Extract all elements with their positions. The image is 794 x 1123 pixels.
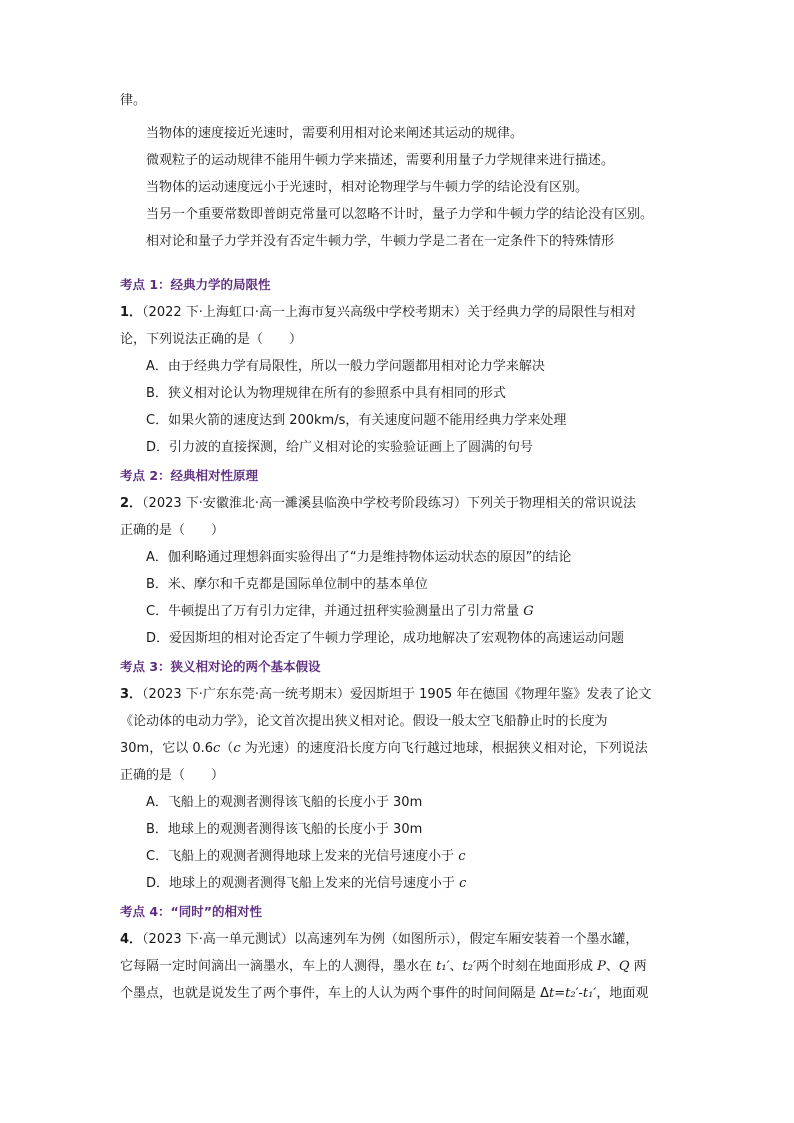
question-1-option-c[interactable]: C．如果火箭的速度达到 200km/s，有关速度问题不能用经典力学来处理 [146, 413, 567, 428]
question-3-option-d-text: D．地球上的观测者测得飞船上发来的光信号速度小于 [146, 876, 460, 891]
question-1-line-2: 论，下列说法正确的是（ ） [120, 332, 303, 347]
question-4-line-3 [120, 985, 648, 1003]
speed-of-light-symbol: c [213, 741, 221, 756]
question-4-text-1: （2023 下·高一单元测试）以高速列车为例（如图所示），假定车厢安装着一个墨水罐， [142, 932, 639, 947]
intro-line-4: 当另一个重要常数即普朗克常量可以忽略不计时，量子力学和牛顿力学的结论没有区别。 [146, 207, 654, 222]
question-4-line-2 [120, 958, 647, 976]
question-2-text-1: （2023 下·安徽淮北·高一濉溪县临涣中学校考阶段练习）下列关于物理相关的常识说法 [142, 496, 637, 511]
question-3-text-3c: 为光速）的速度沿长度方向飞行越过地球，根据狭义相对论，下列说法 [240, 741, 648, 756]
question-2-option-c-symbol: G [523, 604, 534, 619]
question-3-option-c-text: C．飞船上的观测者测得地球上发来的光信号速度小于 [146, 849, 459, 864]
question-1-option-a[interactable]: A．由于经典力学有局限性，所以一般力学问题都用相对论力学来解决 [146, 359, 545, 374]
question-4-text-2a: 它每隔一定时间滴出一滴墨水，车上的人测得，墨水在 [120, 959, 437, 974]
question-3-number: 3． [120, 687, 143, 702]
question-3-option-c[interactable] [146, 848, 466, 866]
question-3-option-b[interactable]: B．地球上的观测者测得该飞船的长度小于 30m [146, 822, 423, 837]
question-3-option-a[interactable]: A．飞船上的观测者测得该飞船的长度小于 30m [146, 795, 423, 810]
question-2-option-b[interactable]: B．米、摩尔和千克都是国际单位制中的基本单位 [146, 577, 428, 592]
question-3-text-3a: 30m，它以 0.6 [120, 741, 214, 756]
point-q-symbol: Q [618, 959, 630, 974]
question-2-option-c[interactable] [146, 603, 534, 621]
question-3-option-c-symbol: c [458, 849, 466, 864]
question-3-option-d-symbol: c [459, 876, 467, 891]
question-4-sep-1: 、 [449, 959, 463, 974]
time-t1-symbol: t₁′ [436, 959, 450, 974]
time-t2-symbol: t₂′ [462, 959, 476, 974]
section-1-heading: 考点 1：经典力学的局限性 [120, 277, 271, 292]
question-2-line-1 [120, 495, 636, 513]
question-2-number: 2． [120, 496, 143, 511]
question-3-line-3 [120, 740, 648, 758]
question-3-line-1 [120, 686, 651, 704]
question-4-number: 4． [120, 932, 143, 947]
question-3-line-2: 《论动体的电动力学》，论文首次提出狭义相对论。假设一般太空飞船静止时的长度为 [120, 714, 608, 729]
question-1-option-d[interactable]: D．引力波的直接探测，给广义相对论的实验验证画上了圆满的句号 [146, 440, 534, 455]
section-3-heading: 考点 3：狭义相对论的两个基本假设 [120, 659, 321, 674]
question-1-text-1: （2022 下·上海虹口·高一上海市复兴高级中学校考期末）关于经典力学的局限性与相对 [142, 305, 637, 320]
question-1-number: 1． [120, 305, 143, 320]
intro-line-3: 当物体的运动速度远小于光速时，相对论物理学与牛顿力学的结论没有区别。 [146, 180, 589, 195]
question-4-text-2c: 两 [629, 959, 647, 974]
question-4-text-3a: 个墨点，也就是说发生了两个事件，车上的人认为两个事件的时间间隔是 Δ [120, 986, 550, 1001]
question-2-option-a[interactable]: A．伽利略通过理想斜面实验得出了“力是维持物体运动状态的原因”的结论 [146, 550, 572, 565]
question-2-line-2: 正确的是（ ） [120, 523, 225, 538]
question-2-option-d[interactable]: D．爱因斯坦的相对论否定了牛顿力学理论，成功地解决了宏观物体的高速运动问题 [146, 631, 625, 646]
question-1-option-b[interactable]: B．狭义相对论认为物理规律在所有的参照系中具有相同的形式 [146, 386, 506, 401]
question-4-sep-2: 、 [605, 959, 619, 974]
section-4-heading: 考点 4：“同时”的相对性 [120, 904, 262, 919]
question-2-option-c-text: C．牛顿提出了万有引力定律，并通过扭秤实验测量出了引力常量 [146, 604, 524, 619]
section-2-heading: 考点 2：经典相对性原理 [120, 468, 259, 483]
question-3-option-d[interactable] [146, 875, 466, 893]
intro-line-0: 律。 [120, 93, 147, 108]
intro-line-2: 微观粒子的运动规律不能用牛顿力学来描述，需要利用量子力学规律来进行描述。 [146, 153, 615, 168]
question-3-line-4: 正确的是（ ） [120, 768, 225, 783]
speed-of-light-symbol-2: c [233, 741, 241, 756]
point-p-symbol: P [597, 959, 606, 974]
question-3-text-3b: （ [220, 741, 234, 756]
question-3-text-1: （2023 下·广东东莞·高一统考期末）爱因斯坦于 1905 年在德国《物理年鉴》发表了论文 [142, 687, 652, 702]
time-interval-expression: t=t₂′-t₁′ [549, 986, 597, 1001]
question-1-line-1 [120, 304, 636, 322]
intro-line-5: 相对论和量子力学并没有否定牛顿力学，牛顿力学是二者在一定条件下的特殊情形 [146, 234, 615, 249]
intro-line-1: 当物体的速度接近光速时，需要利用相对论来阐述其运动的规律。 [146, 126, 524, 141]
question-4-text-2b: 两个时刻在地面形成 [475, 959, 598, 974]
question-4-text-3b: ，地面观 [596, 986, 649, 1001]
question-4-line-1 [120, 931, 638, 949]
